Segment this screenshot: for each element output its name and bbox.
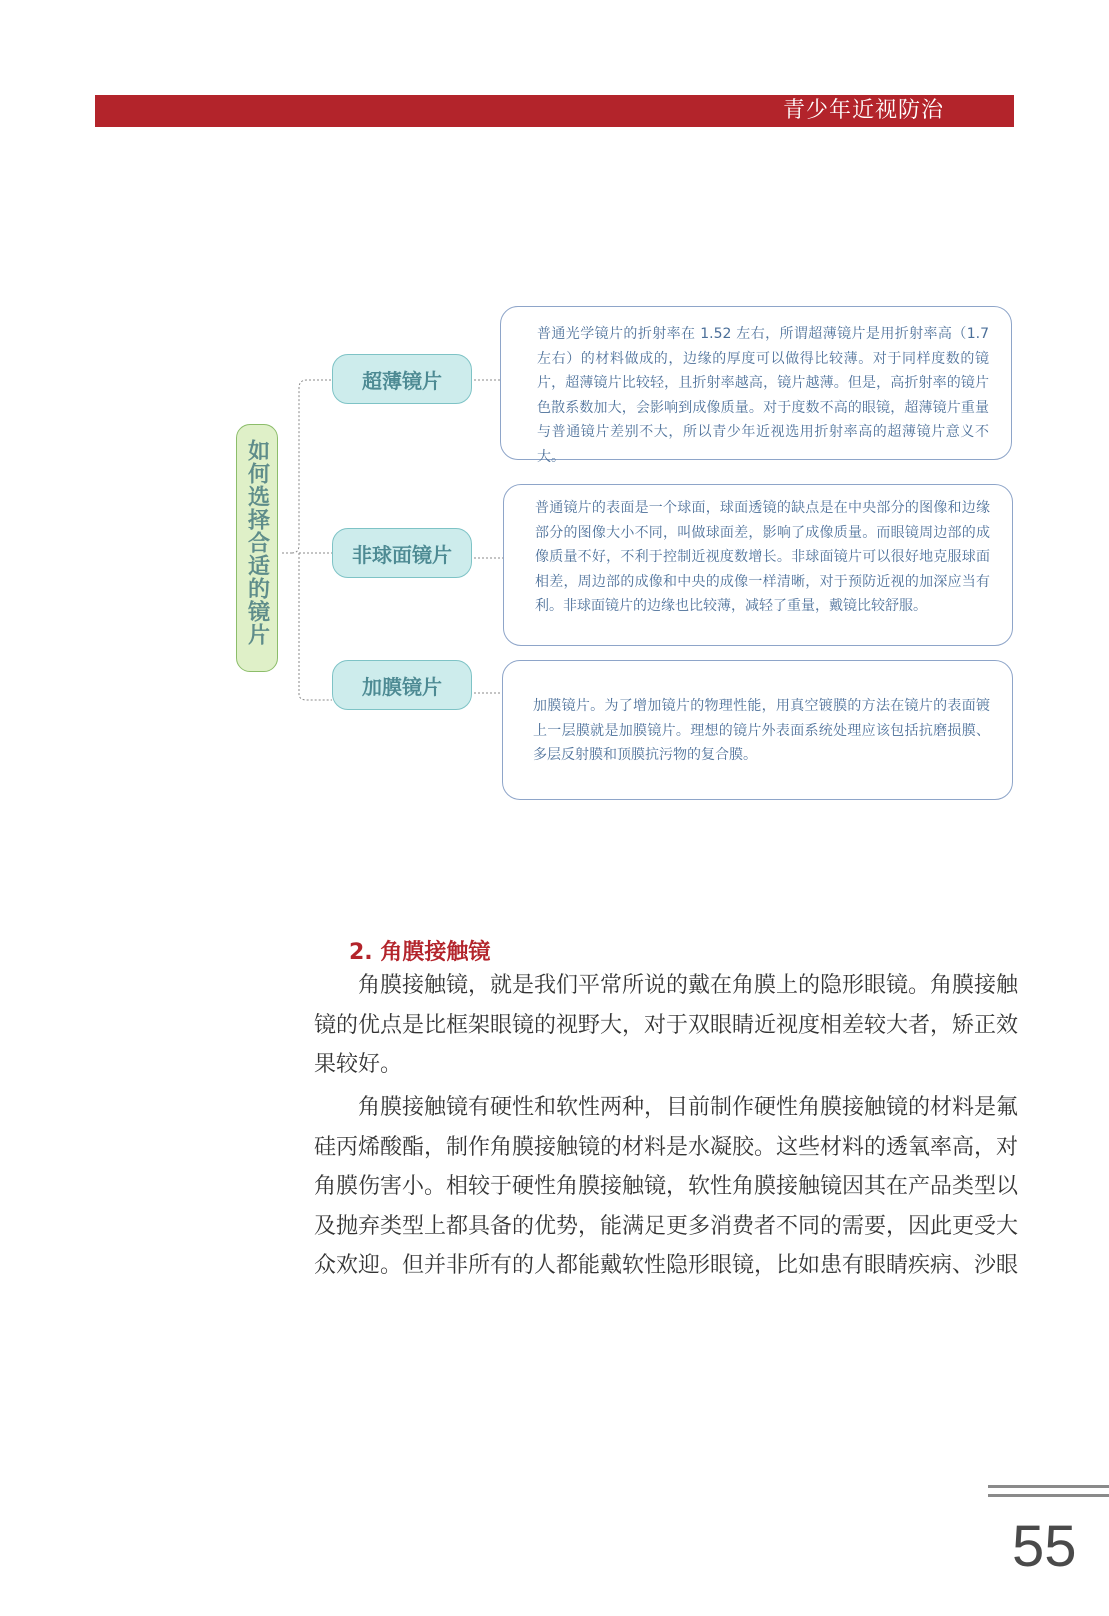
- desc-text: 普通光学镜片的折射率在 1.52 左右，所谓超薄镜片是用折射率高（1.7 左右）的材料做成的，边缘的厚度可以做得比较薄。对于同样度数的镜片，超薄镜片比较轻，且折射率越高，镜片越薄。但是，高折射率的镜片色散系数加大，会影响到成像质量。对于度数不高的眼镜，超薄镜片重量与普通镜片差别不大，所以青少年近视选用折射率高的超薄镜片意义不大。: [537, 326, 989, 465]
- section-heading: 2. 角膜接触镜: [349, 940, 491, 965]
- root-brace: [282, 380, 332, 700]
- header-title: 青少年近视防治: [782, 98, 944, 123]
- branch-node-aspheric: [332, 528, 472, 578]
- paragraph-text: 角膜接触镜，就是我们平常所说的戴在角膜上的隐形眼镜。角膜接触镜的优点是比框架眼镜的视野大，对于双眼睛近视度相差较大者，矫正效果较好。: [314, 973, 1019, 1077]
- branch-node-ultrathin: [332, 354, 472, 404]
- desc-text: 加膜镜片。为了增加镜片的物理性能，用真空镀膜的方法在镜片的表面镀上一层膜就是加膜镜片。理想的镜片外表面系统处理应该包括抗磨损膜、多层反射膜和顶膜抗污物的复合膜。: [533, 698, 990, 763]
- branch-label: 加膜镜片: [362, 674, 442, 699]
- branch-label: 非球面镜片: [352, 542, 452, 567]
- branch-node-coated: [332, 660, 472, 710]
- branch-label: 超薄镜片: [362, 368, 442, 393]
- body-paragraph-1: [314, 966, 1018, 1085]
- desc-box-aspheric: [503, 484, 1013, 646]
- page-number: 55: [1012, 1514, 1077, 1579]
- mindmap-root-label: 如何选择合适的镜片: [244, 439, 270, 646]
- desc-box-coated: [502, 660, 1013, 800]
- desc-text: 普通镜片的表面是一个球面，球面透镜的缺点是在中央部分的图像和边缘部分的图像大小不同，叫做球面差，影响了成像质量。而眼镜周边部的成像质量不好，不利于控制近视度数增长。非球面镜片可以很好地克服球面相差，周边部的成像和中央的成像一样清晰，对于预防近视的加深应当有利。非球面镜片的边缘也比较薄，减轻了重量，戴镜比较舒服。: [535, 500, 990, 614]
- mindmap-root-node: [236, 424, 278, 672]
- paragraph-text: 角膜接触镜有硬性和软性两种，目前制作硬性角膜接触镜的材料是氟硅丙烯酸酯，制作角膜接触镜的材料是水凝胶。这些材料的透氧率高，对角膜伤害小。相较于硬性角膜接触镜，软性角膜接触镜因其在产品类型以及抛弃类型上都具备的优势，能满足更多消费者不同的需要，因此更受大众欢迎。但并非所有的人都能戴软性隐形眼镜，比如患有眼睛疾病、沙眼: [314, 1095, 1019, 1278]
- desc-box-ultrathin: [500, 306, 1012, 465]
- body-paragraph-2: [314, 1088, 1018, 1286]
- footer-rule: [988, 1485, 1109, 1503]
